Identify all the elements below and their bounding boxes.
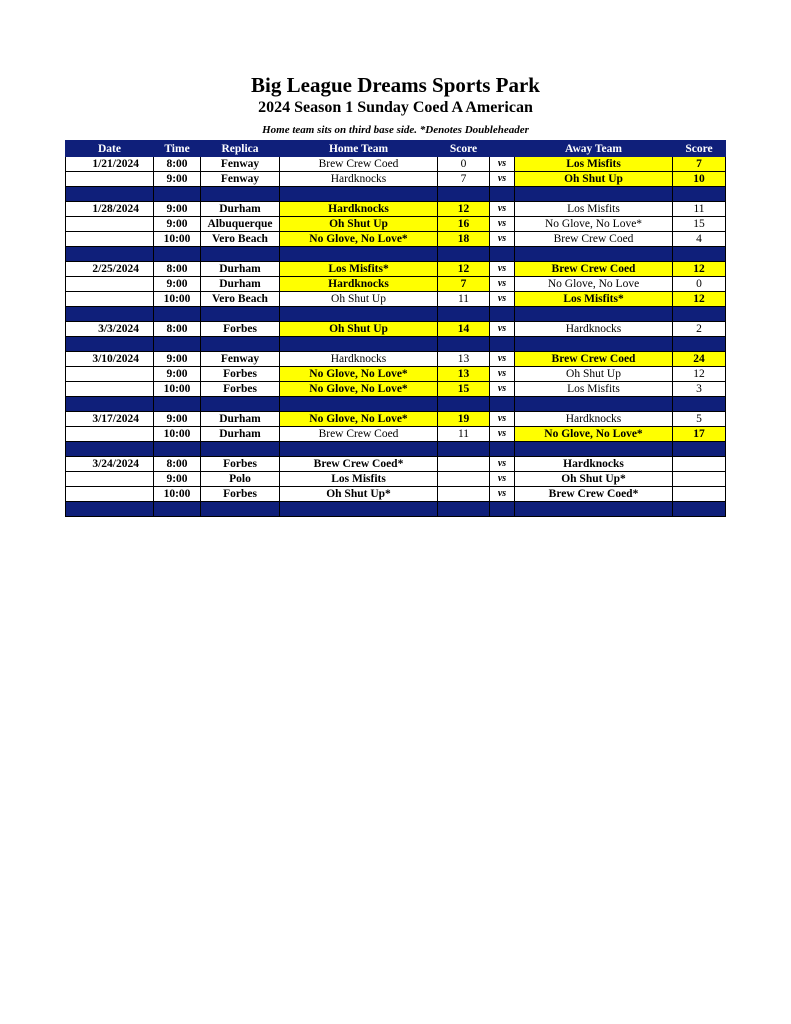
- separator-cell: [201, 187, 280, 202]
- game-date: 3/10/2024: [66, 352, 154, 367]
- game-time: 10:00: [154, 382, 201, 397]
- table-header-row: [66, 141, 726, 157]
- away-score: 15: [673, 217, 726, 232]
- home-team: Brew Crew Coed*: [280, 457, 438, 472]
- away-score: 24: [673, 352, 726, 367]
- separator-cell: [673, 337, 726, 352]
- vs-label: vs: [490, 472, 515, 487]
- separator-cell: [154, 187, 201, 202]
- away-team: Brew Crew Coed: [515, 352, 673, 367]
- game-replica: Durham: [201, 262, 280, 277]
- column-header-away-team: Away Team: [515, 141, 673, 157]
- game-time: 9:00: [154, 352, 201, 367]
- table-row: [66, 427, 726, 442]
- home-score: 11: [438, 427, 490, 442]
- away-team: Brew Crew Coed: [515, 262, 673, 277]
- away-team: No Glove, No Love*: [515, 217, 673, 232]
- separator-cell: [66, 397, 154, 412]
- away-score: 17: [673, 427, 726, 442]
- game-date: [66, 382, 154, 397]
- away-score: [673, 487, 726, 502]
- home-team: Brew Crew Coed: [280, 427, 438, 442]
- separator-cell: [280, 397, 438, 412]
- home-team: Brew Crew Coed: [280, 157, 438, 172]
- away-score: 11: [673, 202, 726, 217]
- separator-cell: [201, 442, 280, 457]
- away-score: 12: [673, 367, 726, 382]
- vs-label: vs: [490, 352, 515, 367]
- game-date: [66, 232, 154, 247]
- game-date: [66, 277, 154, 292]
- away-team: Los Misfits: [515, 382, 673, 397]
- home-score: [438, 487, 490, 502]
- game-time: 10:00: [154, 487, 201, 502]
- game-time: 9:00: [154, 202, 201, 217]
- game-replica: Durham: [201, 202, 280, 217]
- game-date: [66, 217, 154, 232]
- home-score: 18: [438, 232, 490, 247]
- game-replica: Forbes: [201, 322, 280, 337]
- home-team: Oh Shut Up: [280, 217, 438, 232]
- schedule-table: [65, 140, 726, 517]
- home-team: Los Misfits*: [280, 262, 438, 277]
- table-row: [66, 352, 726, 367]
- game-date: 1/21/2024: [66, 157, 154, 172]
- separator-cell: [515, 307, 673, 322]
- away-score: 12: [673, 292, 726, 307]
- vs-label: vs: [490, 157, 515, 172]
- game-replica: Durham: [201, 277, 280, 292]
- game-time: 10:00: [154, 427, 201, 442]
- game-time: 10:00: [154, 292, 201, 307]
- schedule-body: [66, 157, 726, 517]
- separator-cell: [154, 307, 201, 322]
- home-team: No Glove, No Love*: [280, 382, 438, 397]
- home-team: Oh Shut Up*: [280, 487, 438, 502]
- vs-label: vs: [490, 172, 515, 187]
- column-header-home-team: Home Team: [280, 141, 438, 157]
- vs-label: vs: [490, 217, 515, 232]
- home-score: 12: [438, 202, 490, 217]
- table-row: [66, 367, 726, 382]
- separator-cell: [515, 337, 673, 352]
- page-title: Big League Dreams Sports Park: [251, 73, 540, 97]
- separator-cell: [154, 337, 201, 352]
- game-time: 9:00: [154, 277, 201, 292]
- separator-cell: [438, 397, 490, 412]
- table-row: [66, 202, 726, 217]
- separator-cell: [280, 307, 438, 322]
- separator-cell: [490, 502, 515, 517]
- away-team: No Glove, No Love*: [515, 427, 673, 442]
- game-date: [66, 427, 154, 442]
- table-row: [66, 172, 726, 187]
- game-date: 1/28/2024: [66, 202, 154, 217]
- away-team: Hardknocks: [515, 412, 673, 427]
- column-header-away-score: Score: [673, 141, 726, 157]
- separator-cell: [490, 397, 515, 412]
- column-header-date: Date: [66, 141, 154, 157]
- separator-cell: [515, 187, 673, 202]
- separator-cell: [280, 337, 438, 352]
- separator-cell: [438, 247, 490, 262]
- game-date: [66, 487, 154, 502]
- table-row: [66, 382, 726, 397]
- away-team: Los Misfits: [515, 157, 673, 172]
- separator-cell: [515, 442, 673, 457]
- home-team: Hardknocks: [280, 172, 438, 187]
- vs-label: vs: [490, 322, 515, 337]
- column-header-home-score: Score: [438, 141, 490, 157]
- table-row: [66, 232, 726, 247]
- vs-label: vs: [490, 292, 515, 307]
- table-row: [66, 487, 726, 502]
- separator-cell: [280, 502, 438, 517]
- away-score: 10: [673, 172, 726, 187]
- game-date: 2/25/2024: [66, 262, 154, 277]
- separator-cell: [280, 187, 438, 202]
- game-replica: Forbes: [201, 457, 280, 472]
- game-replica: Vero Beach: [201, 292, 280, 307]
- vs-label: vs: [490, 412, 515, 427]
- away-score: [673, 472, 726, 487]
- away-team: Brew Crew Coed: [515, 232, 673, 247]
- page-subtitle: 2024 Season 1 Sunday Coed A American: [258, 99, 533, 116]
- separator-cell: [154, 247, 201, 262]
- game-date: [66, 172, 154, 187]
- column-header-vs: [490, 141, 515, 157]
- separator-cell: [438, 502, 490, 517]
- table-row: [66, 277, 726, 292]
- separator-cell: [673, 247, 726, 262]
- separator-cell: [66, 502, 154, 517]
- home-team: No Glove, No Love*: [280, 412, 438, 427]
- separator-cell: [490, 187, 515, 202]
- game-date: 3/24/2024: [66, 457, 154, 472]
- home-team: Hardknocks: [280, 352, 438, 367]
- separator-cell: [515, 247, 673, 262]
- away-team: No Glove, No Love: [515, 277, 673, 292]
- separator-cell: [515, 502, 673, 517]
- away-score: 7: [673, 157, 726, 172]
- week-separator: [66, 187, 726, 202]
- separator-cell: [201, 247, 280, 262]
- game-replica: Forbes: [201, 487, 280, 502]
- home-score: 0: [438, 157, 490, 172]
- separator-cell: [66, 307, 154, 322]
- separator-cell: [66, 247, 154, 262]
- away-score: [673, 457, 726, 472]
- home-team: Hardknocks: [280, 277, 438, 292]
- away-score: 3: [673, 382, 726, 397]
- game-replica: Forbes: [201, 367, 280, 382]
- game-time: 9:00: [154, 217, 201, 232]
- vs-label: vs: [490, 487, 515, 502]
- game-replica: Vero Beach: [201, 232, 280, 247]
- game-replica: Fenway: [201, 352, 280, 367]
- game-date: [66, 292, 154, 307]
- vs-label: vs: [490, 457, 515, 472]
- home-team: Oh Shut Up: [280, 292, 438, 307]
- away-team: Los Misfits*: [515, 292, 673, 307]
- column-header-replica: Replica: [201, 141, 280, 157]
- separator-cell: [201, 307, 280, 322]
- separator-cell: [438, 187, 490, 202]
- game-replica: Fenway: [201, 157, 280, 172]
- home-score: 16: [438, 217, 490, 232]
- column-header-time: Time: [154, 141, 201, 157]
- separator-cell: [154, 442, 201, 457]
- separator-cell: [280, 247, 438, 262]
- separator-cell: [201, 337, 280, 352]
- away-team: Los Misfits: [515, 202, 673, 217]
- home-score: 7: [438, 277, 490, 292]
- game-replica: Fenway: [201, 172, 280, 187]
- away-team: Hardknocks: [515, 322, 673, 337]
- separator-cell: [515, 397, 673, 412]
- week-separator: [66, 307, 726, 322]
- away-team: Hardknocks: [515, 457, 673, 472]
- table-row: [66, 217, 726, 232]
- game-replica: Durham: [201, 427, 280, 442]
- vs-label: vs: [490, 367, 515, 382]
- table-row: [66, 322, 726, 337]
- table-row: [66, 262, 726, 277]
- separator-cell: [490, 442, 515, 457]
- game-time: 9:00: [154, 367, 201, 382]
- home-score: 7: [438, 172, 490, 187]
- separator-cell: [201, 397, 280, 412]
- game-time: 8:00: [154, 262, 201, 277]
- away-team: Oh Shut Up*: [515, 472, 673, 487]
- away-team: Brew Crew Coed*: [515, 487, 673, 502]
- home-team: Hardknocks: [280, 202, 438, 217]
- game-date: [66, 472, 154, 487]
- away-score: 2: [673, 322, 726, 337]
- game-time: 10:00: [154, 232, 201, 247]
- table-row: [66, 472, 726, 487]
- home-score: 13: [438, 367, 490, 382]
- vs-label: vs: [490, 427, 515, 442]
- separator-cell: [66, 337, 154, 352]
- game-date: [66, 367, 154, 382]
- vs-label: vs: [490, 382, 515, 397]
- week-separator: [66, 442, 726, 457]
- game-time: 9:00: [154, 472, 201, 487]
- home-score: 14: [438, 322, 490, 337]
- away-score: 4: [673, 232, 726, 247]
- away-score: 0: [673, 277, 726, 292]
- home-team: Oh Shut Up: [280, 322, 438, 337]
- separator-cell: [280, 442, 438, 457]
- separator-cell: [154, 397, 201, 412]
- table-row: [66, 292, 726, 307]
- game-time: 9:00: [154, 412, 201, 427]
- home-score: [438, 457, 490, 472]
- game-time: 9:00: [154, 172, 201, 187]
- separator-cell: [438, 307, 490, 322]
- home-team: Los Misfits: [280, 472, 438, 487]
- home-score: [438, 472, 490, 487]
- game-replica: Forbes: [201, 382, 280, 397]
- home-score: 12: [438, 262, 490, 277]
- separator-cell: [673, 307, 726, 322]
- vs-label: vs: [490, 202, 515, 217]
- game-replica: Durham: [201, 412, 280, 427]
- home-score: 13: [438, 352, 490, 367]
- game-time: 8:00: [154, 157, 201, 172]
- table-row: [66, 157, 726, 172]
- separator-cell: [201, 502, 280, 517]
- vs-label: vs: [490, 232, 515, 247]
- away-score: 12: [673, 262, 726, 277]
- separator-cell: [66, 187, 154, 202]
- game-replica: Polo: [201, 472, 280, 487]
- away-score: 5: [673, 412, 726, 427]
- game-date: 3/3/2024: [66, 322, 154, 337]
- home-score: 15: [438, 382, 490, 397]
- separator-cell: [154, 502, 201, 517]
- week-separator: [66, 247, 726, 262]
- table-row: [66, 457, 726, 472]
- separator-cell: [673, 442, 726, 457]
- game-time: 8:00: [154, 322, 201, 337]
- game-date: 3/17/2024: [66, 412, 154, 427]
- away-team: Oh Shut Up: [515, 367, 673, 382]
- home-score: 19: [438, 412, 490, 427]
- week-separator: [66, 502, 726, 517]
- separator-cell: [673, 397, 726, 412]
- home-team: No Glove, No Love*: [280, 367, 438, 382]
- separator-cell: [673, 187, 726, 202]
- week-separator: [66, 397, 726, 412]
- home-team: No Glove, No Love*: [280, 232, 438, 247]
- game-replica: Albuquerque: [201, 217, 280, 232]
- separator-cell: [673, 502, 726, 517]
- page-note: Home team sits on third base side. *Denotes Doubleheader: [262, 124, 529, 136]
- table-row: [66, 412, 726, 427]
- separator-cell: [490, 247, 515, 262]
- vs-label: vs: [490, 262, 515, 277]
- separator-cell: [66, 442, 154, 457]
- vs-label: vs: [490, 277, 515, 292]
- separator-cell: [490, 337, 515, 352]
- week-separator: [66, 337, 726, 352]
- separator-cell: [490, 307, 515, 322]
- separator-cell: [438, 337, 490, 352]
- home-score: 11: [438, 292, 490, 307]
- away-team: Oh Shut Up: [515, 172, 673, 187]
- game-time: 8:00: [154, 457, 201, 472]
- separator-cell: [438, 442, 490, 457]
